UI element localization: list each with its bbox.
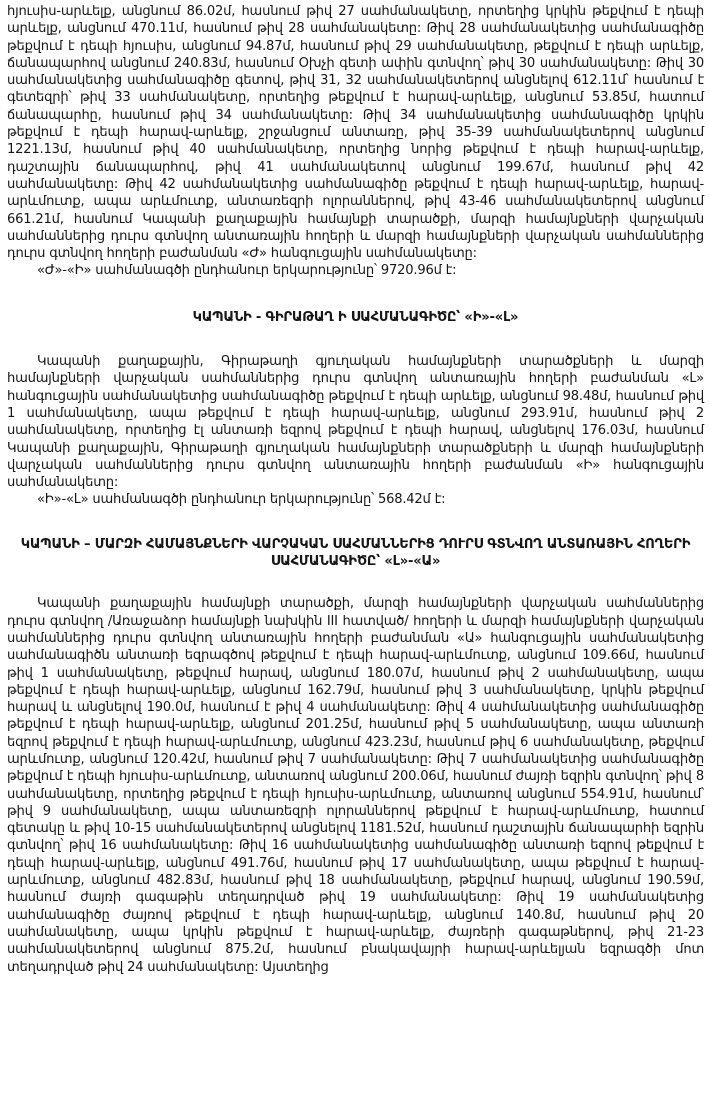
boundary-description-l-a: Կապանի քաղաքային համայնքի տարածքի, մարզի համայնքների վարչական սահմաններից դուրս գտնվող /Առաջաձոր համայնքի նախկին III հատված/ հողերի և մարզի համայնքների վարչական սահմաններից դուրս գտնվող անտառային հողերի բաժանման «Ա» հանգուցային սահմանակետից սահմանագիծն անտառի եզրագծով թեքվում է դեպի հարավ-արևմուտք, անցնում 109.66մ, հասնում թիվ 1 սահմանակետը, թեքվում հարավ, անցնում 180.07մ, հասնում թիվ 2 սահմանակետը, ապա թեքվում է դեպի հարավ-արևելք, անցնում 162.79մ, հասնում թիվ 3 սահմանակետը, կրկին թեքվում հարավ և անցնելով 190.0մ, հասնում է թիվ 4 սահմանակետը: Թիվ 4 սահմանակետից սահմանագիծը թեքվում է դեպի հարավ-արևելք, անցնում 201.25մ, հասնում թիվ 5 սահմանակետը, ապա անտառի եզրով թեքվում է դեպի հարավ-արևմուտք, անցնում 423.23մ, հասնում թիվ 6 սահմանակետը, թեքվում արևմուտք, անցնում 120.42մ, հասնում թիվ 7 սահմանակետը: Թիվ 7 սահմանակետից սահմանագիծը թեքվում է դեպի հյուսիս-արևմուտք, անտառով անցնում 200.06մ, հասնում ժայռի եզրին գտնվող՝ թիվ 8 սահմանակետը, որտեղից թեքվում է դեպի հյուսիս-արևմուտք, անտառով անցնում 554.91մ, հասնում՝ թիվ 9 սահմանակետը, ապա անտառեզրի ոլորաններով թեքվում է հարավ-արևմուտք, հատում գետակը և թիվ 10-15 սահմանակետերով անցնելով 1181.52մ, հասնում դաշտային ճանապարհի եզրին գտնվող՝ թիվ 16 սահմանակետը: Թիվ 16 սահմանակետից սահմանագիծը անտառի եզրով թեքվում է դեպի հարավ-արևելք, անցնում 491.76մ, հասնում թիվ 17 սահմանակետը, ապա թեքվում է հարավ-արևմուտք, անցնում 482.83մ, հասնում թիվ 18 սահմանակետը, թեքվում հարավ, անցնում 190.59մ, հասնում ժայռի գագաթին տեղադրված թիվ 19 սահմանակետը: Թիվ 19 սահմանակետից սահմանագիծը ժայռով թեքվում է դեպի հարավ-արևելք, անցնում 140.8մ, հասնում թիվ 20 սահմանակետը, ապա կրկին թեքվում է հարավ-արևելք, ժայռերի գագաթներով, թիվ 21-23 սահմանակետերով անցնում 875.2մ, հասնում բնակավայրի հարավ-արևելյան եզրագծի մոտ տեղադրված թիվ 24 սահմանակետը: Այստեղից bbox=[7, 596, 704, 975]
section-heading-kapan-giratagh-i-l: ԿԱՊԱՆԻ - ԳԻՐԱԹԱՂ Ի ՍԱՀՄԱՆԱԳԻԾԸ՝ «Ի»-«Լ» bbox=[192, 309, 519, 325]
length-note-zh-i: «Ժ»-«Ի» սահմանագծի ընդհանուր երկարությունը՝ 9720.96մ է: bbox=[37, 263, 457, 279]
section-heading-kapan-marz-forest-l-a: ԿԱՊԱՆԻ – ՄԱՐԶԻ ՀԱՄԱՅՆՔՆԵՐԻ ՎԱՐՉԱԿԱՆ ՍԱՀՄԱՆՆԵՐԻՑ ԴՈՒՐՍ ԳՏՆՎՈՂ ԱՆՏԱՌԱՅԻՆ ՀՈՂԵՐԻ ՍԱՀՄԱՆԱԳԻԾԸ՝ «Լ»-«Ա» bbox=[20, 536, 691, 570]
length-note-i-l: «Ի»-«Լ» սահմանագծի ընդհանուր երկարությունը՝ 568.42մ է: bbox=[37, 492, 446, 508]
boundary-description-zh-i-continuation: հյուսիս-արևելք, անցնում 86.02մ, հասնում թիվ 27 սահմանակետը, որտեղից կրկին թեքվում է դեպի արևելք, անցնում 470.11մ, հասնում թիվ 28 սահմանակետը: Թիվ 28 սահմանակետից սահմանագիծը թեքվում է դեպի հյուսիս, անցնում 94.87մ, հասնում թիվ 29 սահմանակետը, թեքվում է դեպի արևելք, ճանապարհով անցնում 240.83մ, հասնում Օխչի գետի ափին գտնվող՝ թիվ 30 սահմանակետը: Թիվ 30 սահմանակետից սահմանագիծը գետով, թիվ 31, 32 սահմանակետերով անցնելով 612.11մ՝ հասնում է գետեզրի՝ թիվ 33 սահմանակետը, որտեղից թեքվում է հարավ-արևելք, անցնում 53.85մ, հատում ճանապարհը, հասնում թիվ 34 սահմանակետը: Թիվ 34 սահմանակետից սահմանագիծը կրկին թեքվում է դեպի հարավ-արևելք, շրջանցում անտառը, թիվ 35-39 սահմանակետերով անցնում 1221.13մ, հասնում թիվ 40 սահմանակետը, որտեղից նորից թեքվում է դեպի հարավ-արևելք, դաշտային ճանապարհով, թիվ 41 սահմանակետով անցնում 199.67մ, հասնում թիվ 42 սահմանակետը: Թիվ 42 սահմանակետից սահմանագիծը թեքվում է դեպի հարավ-արևելք, հարավ-արևմուտք, ապա արևմուտք, անտառեզրի ոլորաններով, թիվ 43-46 սահմանակետերով անցնում 661.21մ, հասնում Կապանի քաղաքային համայնքի տարածքի, մարզի համայնքների վարչական սահմաններից դուրս գտնվող անտառային հողերի և մարզի համայնքների վարչական սահմաններից դուրս գտնվող հողերի բաժանման «Ժ» հանգուցային սահմանակետը: bbox=[7, 4, 704, 262]
boundary-description-i-l: Կապանի քաղաքային, Գիրաթաղի գյուղական համայնքների տարածքների և մարզի համայնքների վարչական սահմաններից դուրս գտնվող անտառային հողերի բաժանման «Լ» հանգուցային սահմանակետից սահմանագիծը թեքվում է դեպի արևելք, անցնում 98.48մ, հասնում թիվ 1 սահմանակետը, ապա թեքվում է դեպի հարավ-արևելք, անցնում 293.91մ, հասնում թիվ 2 սահմանակետը, որտեղից էլ անտառի եզրով թեքվում է դեպի հարավ, անցնելով 176.03մ, հասնում Կապանի քաղաքային, Գիրաթաղի գյուղական համայնքների տարածքների և մարզի համայնքների վարչական սահմաններից դուրս գտնվող անտառային հողերի բաժանման «Ի» հանգուցային սահմանակետը: bbox=[7, 354, 704, 491]
